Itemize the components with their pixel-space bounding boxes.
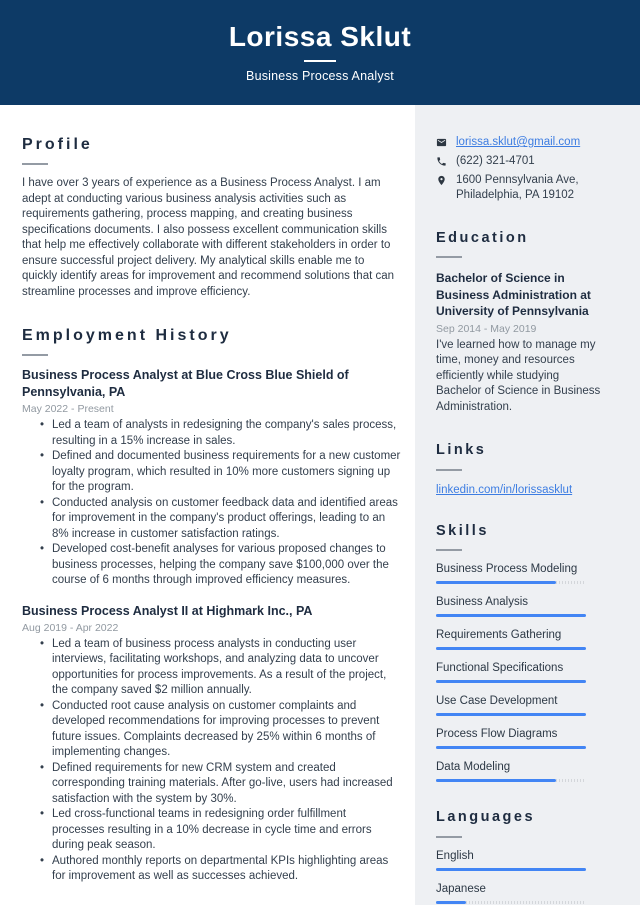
job-bullet: • Led cross-functional teams in redesigning order fulfillment processes resulting in a 10% decrease in cycle time and errors during peak season. [22,807,401,854]
skill-bar-fill [436,581,556,584]
skill-bar-track [436,713,586,716]
job-title: Business Process Analyst at Blue Cross Blue Shield of Pennsylvania, PA [22,368,349,400]
job-bullet-list [22,418,401,589]
language-bar-track [436,901,586,904]
skill-bar-fill [436,713,586,716]
skill-name: Functional Specifications [436,662,564,675]
skill-name: Use Case Development [436,695,558,708]
languages-heading: Languages [436,809,536,826]
skill-bar-fill [436,746,586,749]
job-bullet: • Conducted analysis on customer feedback data and identified areas for improvement in the company's product offerings, leading to an 8% increase in customer satisfaction ratings. [22,496,401,543]
employment-heading: Employment History [22,327,232,345]
job-bullet-list [22,637,401,885]
contact-phone-row [436,154,606,169]
email-link[interactable]: lorissa.sklut@gmail.com [456,136,581,148]
skill-item [436,760,606,782]
job-entry [22,367,401,589]
language-bar-track [436,868,586,871]
job-bullet: • Led a team of analysts in redesigning the company's sales process, resulting in a 15% increase in sales. [22,418,401,449]
skill-bar-fill [436,680,586,683]
job-bullet: • Conducted root cause analysis on customer complaints and developed recommendations for improving processes to prevent future issues. Complaints decreased by 25% within 6 months of implementing changes. [22,699,401,761]
section-underline [436,836,462,838]
section-underline [436,256,462,258]
skill-item [436,595,606,617]
skill-name: Requirements Gathering [436,629,562,642]
skill-name: Business Process Modeling [436,563,578,576]
resume-header [0,0,640,105]
phone-number: (622) 321-4701 [456,155,535,167]
profile-text: I have over 3 years of experience as a Business Process Analyst. I am adept at conducting various business analysis activities such as requirements gathering, process mapping, and creating business specifications documents. I also possess excellent communication skills that help me effectively collaborate with different stakeholders in order to ensure successful project delivery. My analytical skills enable me to quickly identify areas for improvement and recommend solutions that can streamline processes and improve efficiency. [22,177,395,298]
education-dates: Sep 2014 - May 2019 [436,322,537,335]
skill-name: Process Flow Diagrams [436,728,558,741]
language-name: Japanese [436,882,486,895]
location-icon [436,175,447,186]
language-item [436,882,606,904]
skills-heading: Skills [436,522,489,539]
skill-bar-track [436,779,586,782]
candidate-job-title: Business Process Analyst [246,69,394,84]
skills-section [436,523,606,782]
skill-bar-track [436,581,586,584]
job-bullet: • Defined requirements for new CRM system and created corresponding training materials. After go-live, users had increased satisfaction with the system by 30%. [22,761,401,808]
profile-section [22,135,401,300]
job-bullet: • Authored monthly reports on departmental KPIs highlighting areas for improvement as well as successes achieved. [22,854,401,885]
address-line-2: Philadelphia, PA 19102 [456,189,575,201]
language-bar-fill [436,901,466,904]
candidate-name: Lorissa Sklut [228,20,412,52]
skill-bar-fill [436,614,586,617]
address-line-1: 1600 Pennsylvania Ave, [456,174,579,186]
skill-bar-fill [436,779,556,782]
sidebar [415,105,640,905]
education-section [436,230,606,415]
skill-bar-track [436,647,586,650]
skill-item [436,661,606,683]
links-section [436,442,606,495]
language-bar-fill [436,868,586,871]
job-dates: Aug 2019 - Apr 2022 [22,621,119,634]
contact-email-row [436,135,606,150]
skill-item [436,727,606,749]
languages-section [436,809,606,903]
phone-icon [436,156,447,167]
skill-bar-track [436,680,586,683]
job-bullet: • Led a team of business process analysts in conducting user interviews, facilitating workshops, and analyzing data to uncover opportunities for process improvements. As a result of the project, the company saved $2 million annually. [22,637,401,699]
job-dates: May 2022 - Present [22,403,114,416]
section-underline [436,549,462,551]
education-degree: Bachelor of Science in Business Administration at University of Pennsylvania [436,271,591,319]
skill-item [436,694,606,716]
contact-address-row [436,173,606,203]
language-name: English [436,849,474,862]
language-item [436,849,606,871]
links-heading: Links [436,442,487,459]
skill-item [436,562,606,584]
employment-section [22,326,401,885]
skill-name: Business Analysis [436,596,529,609]
contact-section [436,135,606,203]
skill-bar-fill [436,647,586,650]
job-entry [22,603,401,885]
skill-bar-track [436,746,586,749]
profile-heading: Profile [22,136,93,153]
linkedin-link[interactable]: linkedin.com/in/lorissasklut [436,483,573,496]
skill-item [436,628,606,650]
email-icon [436,137,447,148]
section-underline [22,163,48,165]
main-column [0,105,415,905]
job-bullet: • Developed cost-benefit analyses for various proposed changes to business processes, helping the company save $100,000 over the course of 6 months through improved efficiency measures. [22,542,401,589]
section-underline [436,469,462,471]
education-description: I've learned how to manage my time, money and resources efficiently while studying Bachelor of Science in Business Administration. [436,338,601,413]
job-bullet: • Defined and documented business requirements for a new customer loyalty program, which resulted in 10% more customers signing up for the program. [22,449,401,496]
header-divider [304,60,336,62]
education-heading: Education [436,230,529,246]
skill-bar-track [436,614,586,617]
section-underline [22,354,48,356]
skill-name: Data Modeling [436,761,511,774]
job-title: Business Process Analyst II at Highmark Inc., PA [22,603,313,618]
